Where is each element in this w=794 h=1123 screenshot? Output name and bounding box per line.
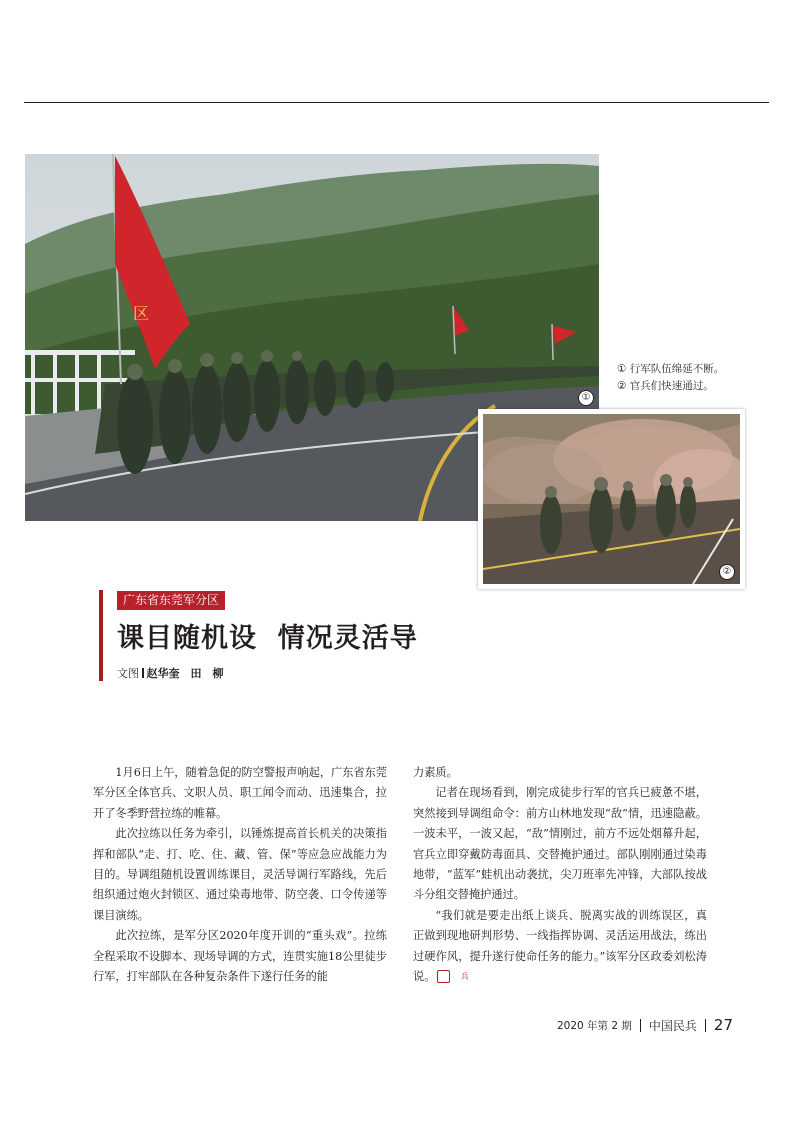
article-column-left [93,763,387,987]
page-footer [557,1016,733,1034]
paragraph [413,906,707,988]
caption-2: ② 官兵们快速通过。 [617,380,714,392]
end-mark-icon: 兵 [437,970,450,983]
magazine-name: 中国民兵 [648,1018,697,1033]
article-column-right [413,763,707,987]
header-rule [24,102,769,103]
footer-divider [640,1019,641,1032]
photo2-number: ② [719,564,735,580]
paragraph: 记者在现场看到，刚完成徒步行军的官兵已疲惫不堪，突然接到导调组命令：前方山林地发现“敌”情，迅速隐蔽。一波未平，一波又起，“敌”情刚过，前方不远处烟幕升起，官兵立即穿戴防毒面具、交替掩护通过。部队刚刚通过染毒地带，“蓝军”蛙机出动袭扰，尖刀班率先冲锋，大部队按战斗分组交替掩护通过。 [413,786,707,902]
byline-authors: 赵华奎 田 柳 [146,667,224,680]
footer-divider [705,1019,706,1032]
flag-character: 区 [133,304,150,323]
paragraph: 1月6日上午，随着急促的防空警报声响起，广东省东莞军分区全体官兵、文职人员、职工闻令而动、迅速集合，拉开了冬季野营拉练的帷幕。 [93,766,387,820]
article-headline: 课目随机设 情况灵活导 [117,623,418,654]
paragraph: 此次拉练，是军分区2020年度开训的“重头戏”。拉练全程采取不设脚本、现场导调的方式，连贯实施18公里徒步行军，打牢部队在各种复杂条件下遂行任务的能 [93,929,387,984]
byline-prefix: 文图 [117,667,139,680]
caption-1: ① 行军队伍绵延不断。 [617,363,725,375]
photo1-number: ① [578,390,594,406]
paragraph: 此次拉练以任务为牵引，以锤炼提高首长机关的决策指挥和部队“走、打、吃、住、藏、管、保”等应急应战能力为目的。导调组随机设置训练课目，灵活导调行军路线，先后组织通过炮火封锁区、通过染毒地带、防空袭、口令传递等课目演练。 [93,827,387,922]
smoke-drill-photo [483,414,740,584]
photo-captions [617,361,787,395]
issue-label: 2020 年第 2 期 [556,1019,632,1032]
page-number: 27 [713,1016,733,1034]
paragraph-continuation: 力素质。 [413,766,458,779]
paragraph-text: “我们就是要走出纸上谈兵、脱离实战的训练误区，真正做到现地研判形势、一线指挥协调、灵活运用战法，练出过硬作风，提升遂行使命任务的能力。”该军分区政委刘松涛说。 [413,908,707,984]
smoke-drill-photo-frame [478,409,745,589]
section-tag: 广东省东莞军分区 [117,591,225,610]
byline [117,666,224,682]
byline-separator [142,668,144,678]
header-accent-bar [99,590,103,681]
